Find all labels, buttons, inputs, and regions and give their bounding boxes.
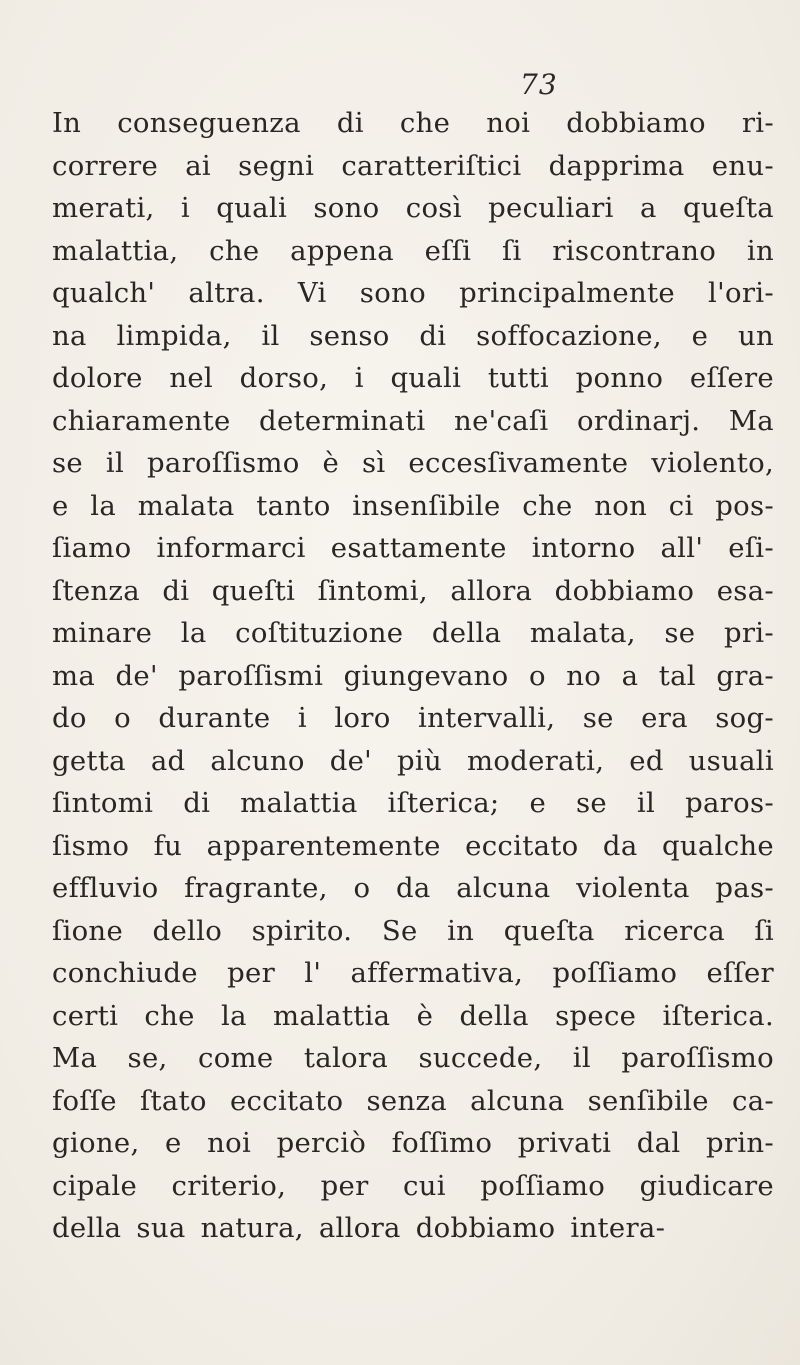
text-line: na limpida, il senso di soffocazione, e un xyxy=(52,319,774,352)
text-line: ſismo fu apparentemente eccitato da qualche xyxy=(52,829,774,862)
text-line: chiaramente determinati ne'caſi ordinarj. Ma xyxy=(52,404,774,437)
text-line: ma de' paroſſismi giungevano o no a tal gra- xyxy=(52,659,774,692)
text-line: e la malata tanto insenſibile che non ci pos- xyxy=(52,489,774,522)
text-line: ſiamo informarci esattamente intorno all' eſi- xyxy=(52,532,774,564)
text-line: della sua natura, allora dobbiamo intera- xyxy=(52,1212,666,1244)
text-line: ſione dello spirito. Se in queſta ricerca ſi xyxy=(52,914,774,947)
text-line: minare la coſtituzione della malata, se pri- xyxy=(52,617,774,649)
text-line: ſintomi di malattia iſterica; e se il paros- xyxy=(52,787,774,819)
text-line: do o durante i loro intervalli, se era sog- xyxy=(52,702,774,734)
text-line: merati, i quali sono così peculiari a queſta xyxy=(52,192,774,224)
text-line: conchiude per l' affermativa, poſſiamo eſſer xyxy=(52,957,774,989)
text-line: gione, e noi perciò foſſimo privati dal prin- xyxy=(52,1127,774,1159)
text-line: Ma se, come talora succede, il paroſſismo xyxy=(52,1042,774,1074)
text-line: In conseguenza di che noi dobbiamo ri- xyxy=(52,107,774,139)
text-line: certi che la malattia è della spece iſterica. xyxy=(52,999,774,1032)
text-line: foſſe ſtato eccitato senza alcuna senſibile ca- xyxy=(52,1084,774,1117)
page-number: 73 xyxy=(520,68,558,101)
text-line: dolore nel dorso, i quali tutti ponno eſſere xyxy=(52,362,774,394)
text-line: se il paroſſismo è sì eccesſivamente violento, xyxy=(52,447,774,479)
text-line: getta ad alcuno de' più moderati, ed usuali xyxy=(52,744,774,777)
body-text xyxy=(52,102,774,1250)
text-line: malattia, che appena eſſi ſi riscontrano in xyxy=(52,234,774,267)
text-line: qualch' altra. Vi sono principalmente l'ori- xyxy=(52,277,774,309)
text-line: cipale criterio, per cui poſſiamo giudicare xyxy=(52,1169,774,1202)
text-line: correre ai segni caratteriſtici dapprima enu- xyxy=(52,149,774,182)
text-line: ſtenza di queſti ſintomi, allora dobbiamo esa- xyxy=(52,574,774,607)
text-line: effluvio fragrante, o da alcuna violenta pas- xyxy=(52,872,774,904)
